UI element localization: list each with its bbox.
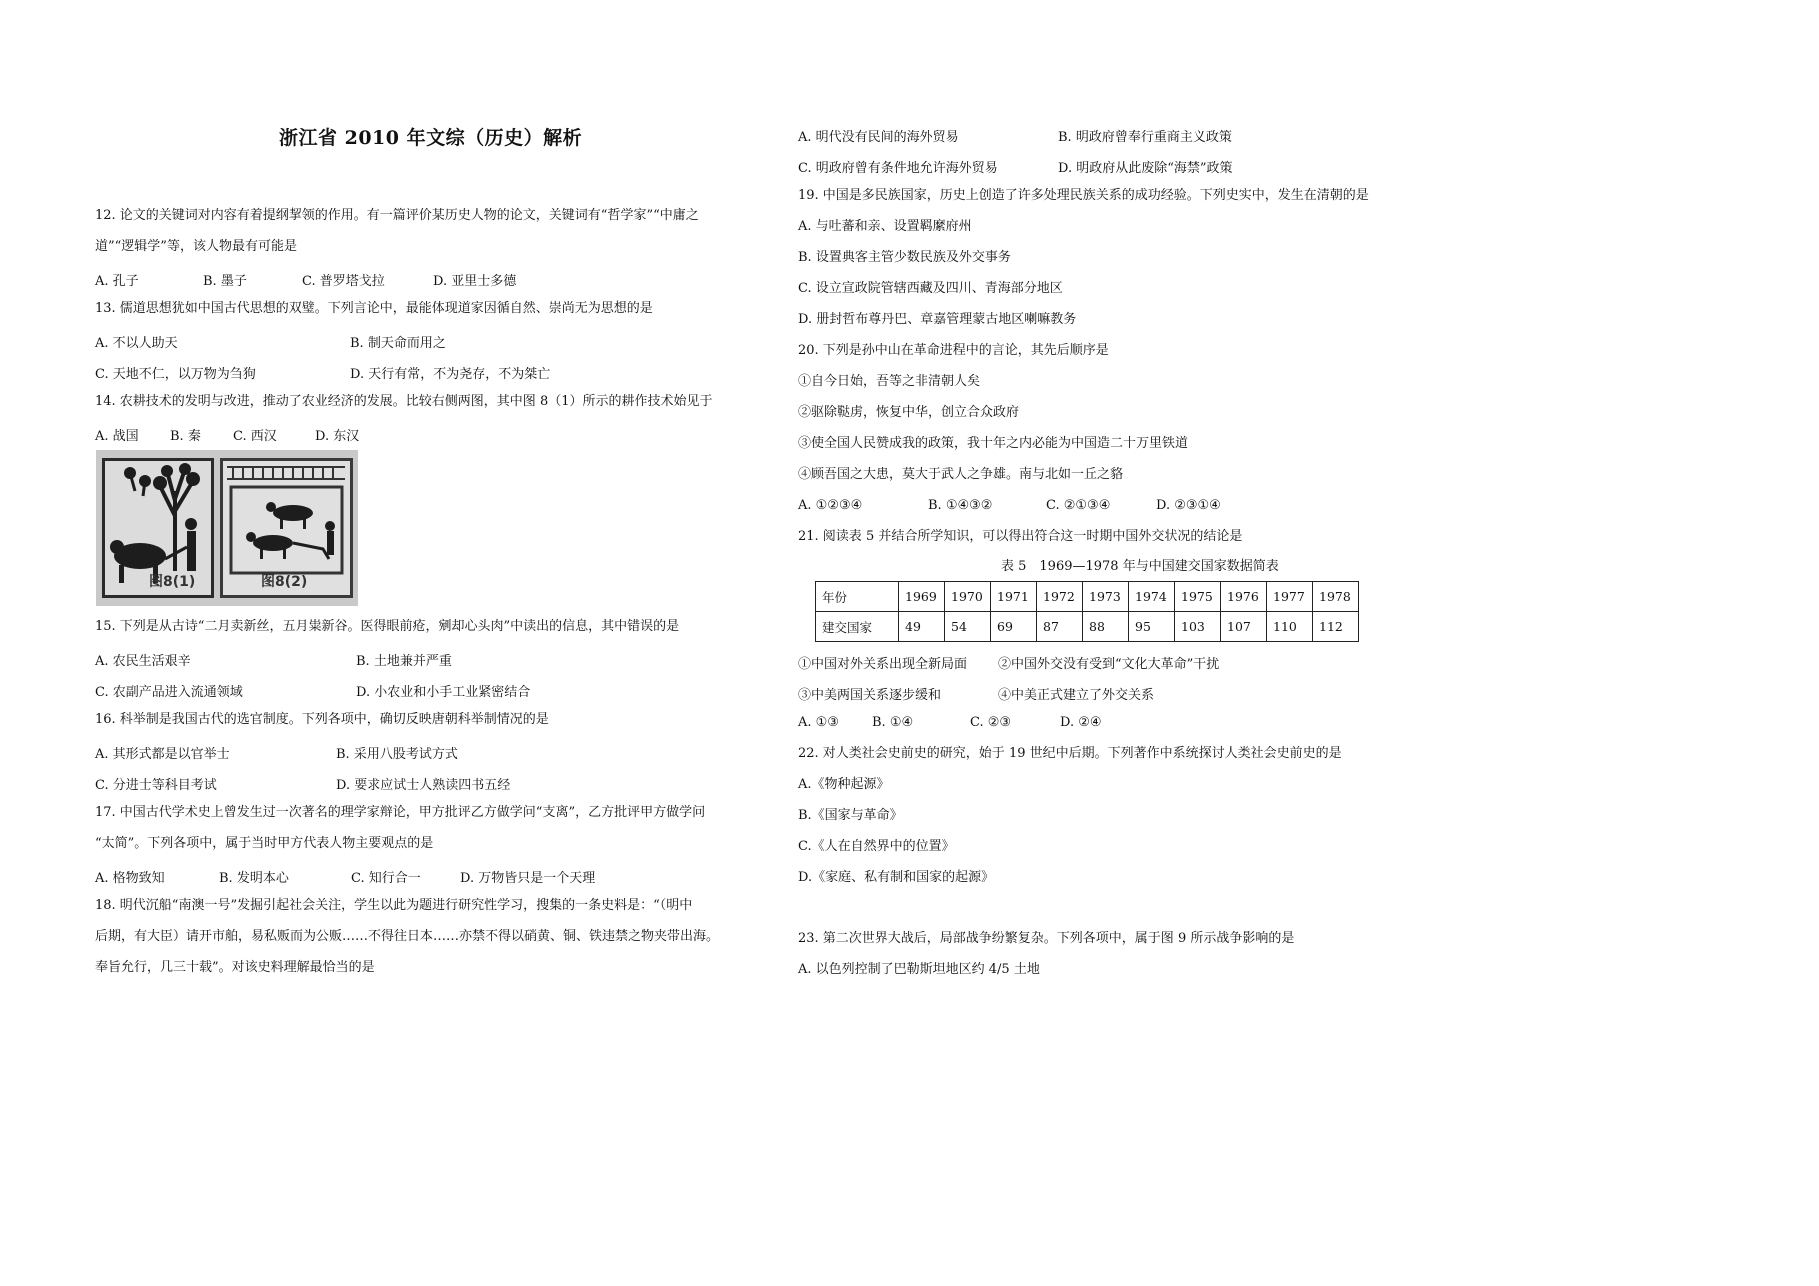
q20-option-b: B. ①④③② [928,498,993,513]
q18-stem-line1: 18. 明代沉船“南澳一号”发掘引起社会关注，学生以此为题进行研究性学习，搜集的一条史料是：“（明中 [95,898,693,913]
q14-option-b: B. 秦 [170,429,201,444]
q14-stem: 14. 农耕技术的发明与改进，推动了农业经济的发展。比较右侧两图，其中图 8（1）所示的耕作技术始见于 [95,394,713,409]
figure-8-1-label: 图8(1) [149,574,196,590]
table-cell-count: 103 [1175,612,1221,642]
table-cell-year: 1974 [1129,582,1175,612]
table-cell-year: 1971 [991,582,1037,612]
table-row-year [816,582,1359,612]
figure-8-2-panel [220,458,353,598]
table-cell-count: 95 [1129,612,1175,642]
q14-option-c: C. 西汉 [233,429,277,444]
q17-stem-line2: “太简”。下列各项中，属于当时甲方代表人物主要观点的是 [95,836,434,851]
table-5-diplomatic-relations [815,581,1359,642]
q13-option-a: A. 不以人助天 [95,336,178,351]
q21-item-4: ④中美正式建立了外交关系 [998,688,1155,703]
figure-8-1-panel [102,458,214,598]
q16-option-a: A. 其形式都是以官举士 [95,747,230,762]
q20-option-c: C. ②①③④ [1046,498,1111,513]
page-title: 浙江省 2010 年文综（历史）解析 [279,127,583,149]
q14-option-a: A. 战国 [95,429,139,444]
q13-option-d: D. 天行有常，不为尧存，不为桀亡 [350,367,551,382]
q18-option-b: B. 明政府曾奉行重商主义政策 [1058,130,1232,145]
q23-stem: 23. 第二次世界大战后，局部战争纷繁复杂。下列各项中，属于图 9 所示战争影响的是 [798,931,1295,946]
q16-option-d: D. 要求应试士人熟读四书五经 [336,778,511,793]
table-cell-year: 1978 [1313,582,1359,612]
table-cell-year: 1973 [1083,582,1129,612]
q22-option-b: B.《国家与革命》 [798,808,903,823]
table-cell-year: 1972 [1037,582,1083,612]
q20-item-1: ①自今日始，吾等之非清朝人矣 [798,374,981,389]
q15-option-d: D. 小农业和小手工业紧密结合 [356,685,531,700]
q21-option-a: A. ①③ [798,715,839,730]
q17-option-a: A. 格物致知 [95,871,165,886]
q19-option-c: C. 设立宣政院管辖西藏及四川、青海部分地区 [798,281,1063,296]
table-cell-count: 107 [1221,612,1267,642]
q12-option-c: C. 普罗塔戈拉 [302,274,385,289]
q15-option-a: A. 农民生活艰辛 [95,654,191,669]
q17-stem-line1: 17. 中国古代学术史上曾发生过一次著名的理学家辩论，甲方批评乙方做学问“支离”，乙方批评甲方做学问 [95,805,706,820]
q13-option-b: B. 制天命而用之 [350,336,446,351]
q16-option-b: B. 采用八股考试方式 [336,747,458,762]
q22-option-d: D.《家庭、私有制和国家的起源》 [798,870,995,885]
q21-option-b: B. ①④ [872,715,914,730]
table-row-count [816,612,1359,642]
q17-option-d: D. 万物皆只是一个天理 [460,871,596,886]
q12-option-d: D. 亚里士多德 [433,274,517,289]
q19-stem: 19. 中国是多民族国家，历史上创造了许多处理民族关系的成功经验。下列史实中，发生在清朝的是 [798,188,1369,203]
q18-stem-line2: 后期，有大臣）请开市舶，易私贩而为公贩……不得往日本……亦禁不得以硝黄、铜、铁违禁之物夹带出海。 [95,929,720,944]
table-cell-year: 1975 [1175,582,1221,612]
table-cell-year: 1976 [1221,582,1267,612]
q13-option-c: C. 天地不仁，以万物为刍狗 [95,367,256,382]
table-cell-year: 1977 [1267,582,1313,612]
q12-stem-line1: 12. 论文的关键词对内容有着提纲挈领的作用。有一篇评价某历史人物的论文，关键词有“哲学家”“中庸之 [95,208,699,223]
table-cell-count: 69 [991,612,1037,642]
q18-option-c: C. 明政府曾有条件地允许海外贸易 [798,161,998,176]
q16-stem: 16. 科举制是我国古代的选官制度。下列各项中，确切反映唐朝科举制情况的是 [95,712,549,727]
table-cell-count: 110 [1267,612,1313,642]
q20-item-2: ②驱除鞑虏，恢复中华，创立合众政府 [798,405,1020,420]
q22-stem: 22. 对人类社会史前史的研究，始于 19 世纪中后期。下列著作中系统探讨人类社会史前史的是 [798,746,1342,761]
q18-option-d: D. 明政府从此废除“海禁”政策 [1058,161,1233,176]
table-cell-year: 1970 [945,582,991,612]
q19-option-b: B. 设置典客主管少数民族及外交事务 [798,250,1011,265]
q17-option-c: C. 知行合一 [351,871,421,886]
q15-stem: 15. 下列是从古诗“二月卖新丝，五月粜新谷。医得眼前疮，剜却心头肉”中读出的信息，其中错误的是 [95,619,680,634]
q15-option-b: B. 土地兼并严重 [356,654,452,669]
figure-8-farming-images [96,450,358,606]
table-cell-year: 1969 [899,582,945,612]
q18-option-a: A. 明代没有民间的海外贸易 [798,130,959,145]
q21-item-2: ②中国外交没有受到“文化大革命”干扰 [998,657,1220,672]
table-cell-count: 49 [899,612,945,642]
q19-option-d: D. 册封哲布尊丹巴、章嘉管理蒙古地区喇嘛教务 [798,312,1077,327]
q21-item-3: ③中美两国关系逐步缓和 [798,688,942,703]
q12-option-a: A. 孔子 [95,274,139,289]
q20-item-4: ④顾吾国之大患，莫大于武人之争雄。南与北如一丘之貉 [798,467,1124,482]
table-cell-count: 87 [1037,612,1083,642]
table-header-year: 年份 [816,582,899,612]
table-cell-count: 88 [1083,612,1129,642]
table-header-countries: 建交国家 [816,612,899,642]
q20-option-a: A. ①②③④ [798,498,863,513]
q22-option-a: A.《物种起源》 [798,777,890,792]
table-5-caption: 表 5 1969—1978 年与中国建交国家数据简表 [1001,559,1279,574]
table-cell-count: 112 [1313,612,1359,642]
q12-stem-line2: 道”“逻辑学”等，该人物最有可能是 [95,239,297,254]
q14-option-d: D. 东汉 [315,429,360,444]
q12-option-b: B. 墨子 [203,274,247,289]
q19-option-a: A. 与吐蕃和亲、设置羁縻府州 [798,219,972,234]
q20-option-d: D. ②③①④ [1156,498,1221,513]
q18-stem-line3: 奉旨允行，几三十载”。对该史料理解最恰当的是 [95,960,375,975]
q16-option-c: C. 分进士等科目考试 [95,778,217,793]
q21-stem: 21. 阅读表 5 并结合所学知识，可以得出符合这一时期中国外交状况的结论是 [798,529,1243,544]
table-cell-count: 54 [945,612,991,642]
q20-stem: 20. 下列是孙中山在革命进程中的言论，其先后顺序是 [798,343,1109,358]
q15-option-c: C. 农副产品进入流通领域 [95,685,243,700]
figure-8-2-label: 图8(2) [261,574,308,590]
q23-option-a: A. 以色列控制了巴勒斯坦地区约 4/5 土地 [798,962,1040,977]
q20-item-3: ③使全国人民赞成我的政策，我十年之内必能为中国造二十万里铁道 [798,436,1189,451]
q21-option-d: D. ②④ [1060,715,1102,730]
q22-option-c: C.《人在自然界中的位置》 [798,839,955,854]
q21-item-1: ①中国对外关系出现全新局面 [798,657,968,672]
q13-stem: 13. 儒道思想犹如中国古代思想的双璧。下列言论中，最能体现道家因循自然、崇尚无为思想的是 [95,301,653,316]
q17-option-b: B. 发明本心 [219,871,289,886]
q21-option-c: C. ②③ [970,715,1012,730]
